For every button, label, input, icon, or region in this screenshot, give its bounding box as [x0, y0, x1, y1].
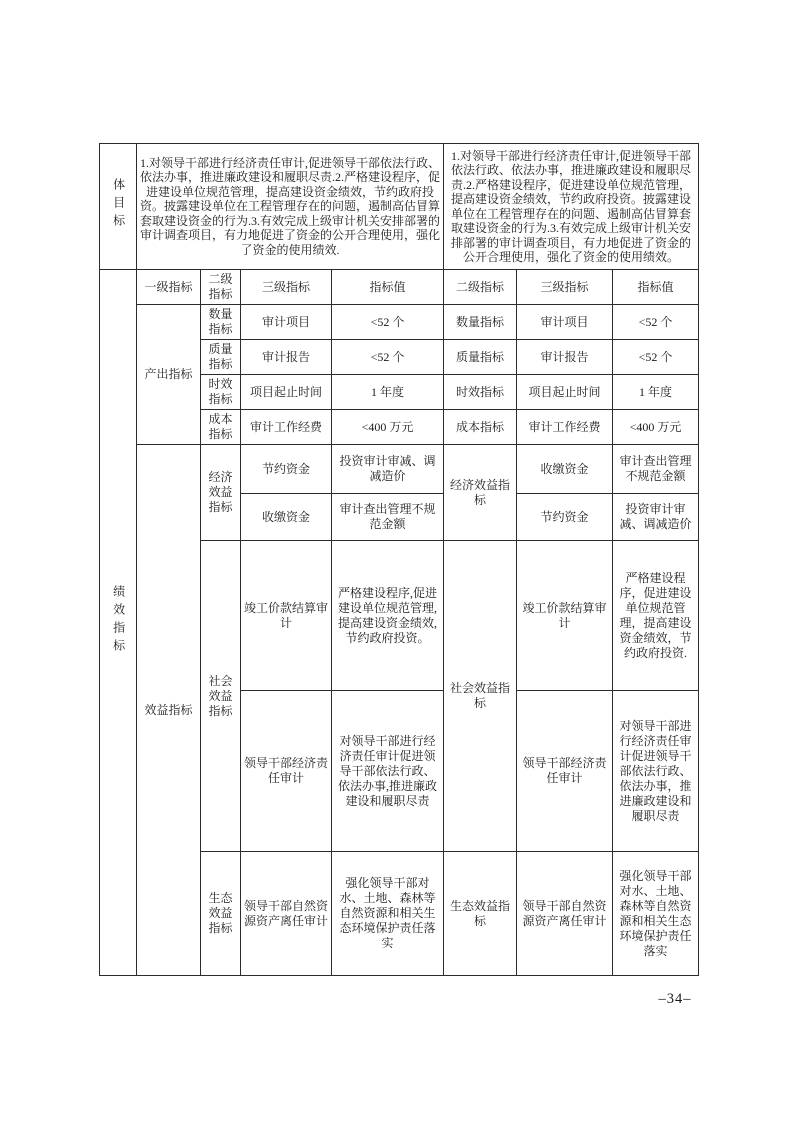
table-row	[100, 305, 699, 340]
overall-goal-text-left: 1.对领导干部进行经济责任审计,促进领导干部依法行政、依法办事，推进廉政建设和履职尽责.2.严格建设程序，促进建设单位规范管理，提高建设资金绩效，节约政府投资。披露建设单位在工程管理存在的问题，遏制高估冒算套取建设资金的行为.3.有效完成上级审计机关安排部署的审计调查项目，有力地促进了资金的公开合理使用，强化了资金的使用绩效.	[137, 144, 444, 270]
cell-value-right: 对领导干部进行经济责任审计促进领导干部依法行政、依法办事，推进廉政建设和履职尽责	[613, 691, 699, 852]
page-number: –34–	[658, 991, 692, 1007]
cell-level2-left: 质量指标	[201, 340, 241, 375]
cell-value-right: 审计查出管理不规范金额	[613, 445, 699, 494]
group-output-label: 产出指标	[137, 305, 201, 445]
group-benefit-label: 效益指标	[137, 445, 201, 976]
cell-value-right: 1 年度	[613, 375, 699, 410]
cell-level3-right: 项目起止时间	[517, 375, 613, 410]
cell-level3-left: 审计报告	[241, 340, 332, 375]
cell-value-left: 强化领导干部对水、土地、森林等自然资源和相关生态环境保护责任落实	[332, 852, 444, 976]
cell-level2-left: 成本指标	[201, 410, 241, 445]
overall-goal-row	[100, 144, 699, 270]
cell-level3-left: 领导干部自然资源资产离任审计	[241, 852, 332, 976]
cell-level3-right: 领导干部经济责任审计	[517, 691, 613, 852]
cell-level3-right: 节约资金	[517, 494, 613, 541]
header-value-left: 指标值	[332, 270, 444, 305]
header-level2-left: 二级指标	[201, 270, 241, 305]
cell-level3-left: 审计项目	[241, 305, 332, 340]
cell-level3-right: 审计报告	[517, 340, 613, 375]
cell-level3-left: 节约资金	[241, 445, 332, 494]
cell-level2-right: 数量指标	[444, 305, 517, 340]
cell-level3-left: 审计工作经费	[241, 410, 332, 445]
overall-goal-label-text: 体目标	[111, 177, 126, 232]
cell-level2-right: 质量指标	[444, 340, 517, 375]
cell-level2-left: 经济效益指标	[201, 445, 241, 541]
performance-indicator-table	[99, 143, 699, 976]
cell-value-left: 投资审计审减、调减造价	[332, 445, 444, 494]
cell-level3-right: 审计工作经费	[517, 410, 613, 445]
header-level2-right: 二级指标	[444, 270, 517, 305]
cell-value-right: 投资审计审减、调减造价	[613, 494, 699, 541]
cell-level3-left: 竣工价款结算审计	[241, 541, 332, 691]
header-level3-right: 三级指标	[517, 270, 613, 305]
overall-goal-row-label	[100, 144, 137, 270]
performance-label-text: 绩效指标	[111, 584, 126, 657]
cell-level2-right: 社会效益指标	[444, 541, 517, 852]
overall-goal-text-right: 1.对领导干部进行经济责任审计,促进领导干部依法行政、依法办事，推进廉政建设和履职尽责.2.严格建设程序，促进建设单位规范管理，提高建设资金绩效，节约政府投资。披露建设单位在工程管理存在的问题、遏制高估冒算套取建设资金的行为.3.有效完成上级审计机关安排部署的审计调查项目，有力地促进了资金的公开合理使用，强化了资金的使用绩效。	[444, 144, 699, 270]
cell-level3-right: 领导干部自然资源资产离任审计	[517, 852, 613, 976]
performance-row-label	[100, 270, 137, 976]
cell-value-left: <52 个	[332, 340, 444, 375]
header-level3-left: 三级指标	[241, 270, 332, 305]
cell-value-left: 对领导干部进行经济责任审计促进领导干部依法行政、依法办事,推进廉政建设和履职尽责	[332, 691, 444, 852]
cell-level3-left: 收缴资金	[241, 494, 332, 541]
cell-level2-left: 社会效益指标	[201, 541, 241, 852]
cell-level2-left: 时效指标	[201, 375, 241, 410]
cell-level2-right: 生态效益指标	[444, 852, 517, 976]
cell-value-right: 严格建设程序，促进建设单位规范管理，提高建设资金绩效，节约政府投资.	[613, 541, 699, 691]
cell-level3-left: 项目起止时间	[241, 375, 332, 410]
cell-value-left: 1 年度	[332, 375, 444, 410]
cell-level2-right: 成本指标	[444, 410, 517, 445]
cell-value-left: <52 个	[332, 305, 444, 340]
cell-value-right: <52 个	[613, 340, 699, 375]
cell-value-left: 审计查出管理不规范金额	[332, 494, 444, 541]
table-row	[100, 445, 699, 494]
cell-value-right: 强化领导干部对水、土地、森林等自然资源和相关生态环境保护责任落实	[613, 852, 699, 976]
cell-level3-left: 领导干部经济责任审计	[241, 691, 332, 852]
cell-level3-right: 竣工价款结算审计	[517, 541, 613, 691]
header-value-right: 指标值	[613, 270, 699, 305]
cell-value-left: <400 万元	[332, 410, 444, 445]
cell-level3-right: 收缴资金	[517, 445, 613, 494]
cell-value-right: <52 个	[613, 305, 699, 340]
cell-level3-right: 审计项目	[517, 305, 613, 340]
header-level1: 一级指标	[137, 270, 201, 305]
indicator-header-row	[100, 270, 699, 305]
cell-level2-right: 经济效益指标	[444, 445, 517, 541]
cell-level2-left: 数量指标	[201, 305, 241, 340]
cell-level2-right: 时效指标	[444, 375, 517, 410]
cell-value-left: 严格建设程序,促进建设单位规范管理,提高建设资金绩效,节约政府投资。	[332, 541, 444, 691]
cell-level2-left: 生态效益指标	[201, 852, 241, 976]
cell-value-right: <400 万元	[613, 410, 699, 445]
